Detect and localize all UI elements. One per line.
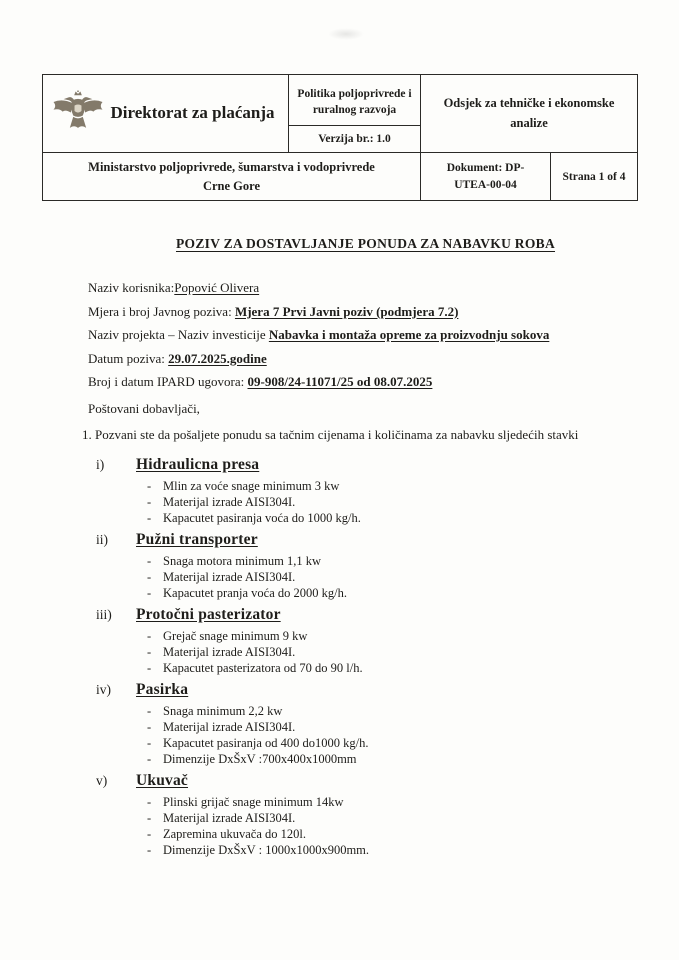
- page-number: Strana 1 of 4: [551, 153, 638, 201]
- directorate-cell: [43, 75, 289, 153]
- spec-text: Kapacutet pasiranja voća do 1000 kg/h.: [163, 511, 361, 525]
- spec-text: Materijal izrade AISI304I.: [163, 570, 296, 584]
- equipment-item: [42, 530, 637, 601]
- equipment-item: [42, 605, 637, 676]
- scan-smudge: [328, 28, 364, 40]
- spec-line: [42, 751, 637, 767]
- spec-text: Kapacutet pasterizatora od 70 do 90 l/h.: [163, 661, 363, 675]
- spec-text: Materijal izrade AISI304I.: [163, 495, 296, 509]
- spec-line: [42, 478, 637, 494]
- item-title: Hidraulicna presa: [136, 456, 260, 473]
- spec-text: Materijal izrade AISI304I.: [163, 811, 296, 825]
- spec-text: Snaga motora minimum 1,1 kw: [163, 554, 321, 568]
- department-name: Odsjek za tehničke i ekonomske analize: [421, 75, 638, 153]
- item-heading: [42, 771, 637, 791]
- spec-line: [42, 735, 637, 751]
- equipment-item: [42, 771, 637, 858]
- dash-bullet: -: [147, 495, 152, 509]
- dash-bullet: -: [147, 811, 152, 825]
- dash-bullet: -: [147, 645, 152, 659]
- dash-bullet: -: [147, 752, 152, 766]
- spec-text: Plinski grijač snage minimum 14kw: [163, 795, 344, 809]
- item-title: Ukuvač: [136, 772, 189, 789]
- field-mjera-poziv: [88, 304, 637, 320]
- spec-text: Materijal izrade AISI304I.: [163, 720, 296, 734]
- item-numeral: ii): [96, 532, 108, 547]
- dash-bullet: -: [147, 661, 152, 675]
- item-title: Protočni pasterizator: [136, 606, 281, 623]
- spec-line: [42, 842, 637, 858]
- spec-line: [42, 569, 637, 585]
- field-label: Datum poziva:: [88, 350, 169, 366]
- spec-line: [42, 553, 637, 569]
- spec-line: [42, 585, 637, 601]
- spec-text: Zapremina ukuvača do 120l.: [163, 827, 307, 841]
- document-header-table: [42, 74, 638, 201]
- spec-line: [42, 794, 637, 810]
- document-title: POZIV ZA DOSTAVLJANJE PONUDA ZA NABAVKU ROBA: [175, 236, 556, 251]
- field-value: Mjera 7 Prvi Javni poziv (podmjera 7.2): [234, 303, 459, 319]
- spec-text: Snaga minimum 2,2 kw: [163, 704, 283, 718]
- directorate-name: Direktorat za plaćanja: [110, 103, 275, 123]
- dash-bullet: -: [147, 795, 152, 809]
- spec-line: [42, 826, 637, 842]
- spec-text: Dimenzije DxŠxV : 1000x1000x900mm.: [163, 843, 370, 857]
- spec-text: Grejač snage minimum 9 kw: [163, 629, 308, 643]
- field-label: Broj i datum IPARD ugovora:: [88, 374, 248, 389]
- spec-line: [42, 660, 637, 676]
- dash-bullet: -: [147, 704, 152, 718]
- field-value: Nabavka i montaža opreme za proizvodnju sokova: [268, 327, 550, 342]
- spec-text: Dimenzije DxŠxV :700x400x1000mm: [163, 752, 357, 766]
- item-numeral: v): [96, 773, 108, 788]
- spec-line: [42, 703, 637, 719]
- field-label: Mjera i broj Javnog poziva:: [88, 303, 235, 319]
- item-heading: [42, 605, 637, 625]
- dash-bullet: -: [147, 629, 152, 643]
- spec-text: Mlin za voće snage minimum 3 kw: [163, 479, 340, 493]
- item-heading: [42, 530, 637, 550]
- spec-line: [42, 644, 637, 660]
- ministry-name: Ministarstvo poljoprivrede, šumarstva i vodoprivrede Crne Gore: [43, 153, 421, 201]
- item-title: Pužni transporter: [136, 531, 258, 548]
- field-label: Naziv korisnika:: [88, 280, 175, 295]
- dash-bullet: -: [147, 720, 152, 734]
- spec-line: [42, 628, 637, 644]
- document-body: [0, 252, 679, 858]
- spec-line: [42, 494, 637, 510]
- dash-bullet: -: [147, 586, 152, 600]
- dash-bullet: -: [147, 843, 152, 857]
- intro-line: 1. Pozvani ste da pošaljete ponudu sa tačnim cijenama i količinama za nabavku sljedećih stavki: [82, 427, 579, 442]
- item-numeral: iv): [96, 682, 111, 697]
- dash-bullet: -: [147, 736, 152, 750]
- spec-line: [42, 510, 637, 526]
- policy-title: Politika poljoprivrede i ruralnog razvoja: [289, 80, 420, 126]
- dash-bullet: -: [147, 827, 152, 841]
- document-code: Dokument: DP-UTEA-00-04: [421, 153, 551, 201]
- item-numeral: iii): [96, 607, 112, 622]
- equipment-item: [42, 455, 637, 526]
- field-ipard-ugovor: [88, 374, 637, 390]
- dash-bullet: -: [147, 570, 152, 584]
- dash-bullet: -: [147, 511, 152, 525]
- field-value: 29.07.2025.godine: [168, 350, 267, 366]
- field-value: Popović Olivera: [174, 280, 260, 295]
- spec-line: [42, 810, 637, 826]
- montenegro-coat-of-arms-icon: [48, 90, 108, 138]
- equipment-item: [42, 680, 637, 767]
- item-heading: [42, 680, 637, 700]
- dash-bullet: -: [147, 479, 152, 493]
- spec-line: [42, 719, 637, 735]
- spec-text: Materijal izrade AISI304I.: [163, 645, 296, 659]
- policy-version-cell: [289, 75, 421, 153]
- field-datum-poziva: [88, 351, 637, 367]
- version-label: Verzija br.: 1.0: [318, 133, 391, 145]
- spec-text: Kapacutet pranja voća do 2000 kg/h.: [163, 586, 347, 600]
- item-numeral: i): [96, 457, 105, 472]
- item-heading: [42, 455, 637, 475]
- field-value: 09-908/24-11071/25 od 08.07.2025: [247, 374, 433, 389]
- spec-text: Kapacutet pasiranja od 400 do1000 kg/h.: [163, 736, 369, 750]
- field-naziv-projekta: [88, 327, 637, 343]
- dash-bullet: -: [147, 554, 152, 568]
- salutation: Poštovani dobavljači,: [88, 401, 200, 416]
- field-label: Naziv projekta – Naziv investicije: [88, 327, 269, 342]
- field-naziv-korisnika: [88, 280, 637, 296]
- item-title: Pasirka: [136, 681, 189, 698]
